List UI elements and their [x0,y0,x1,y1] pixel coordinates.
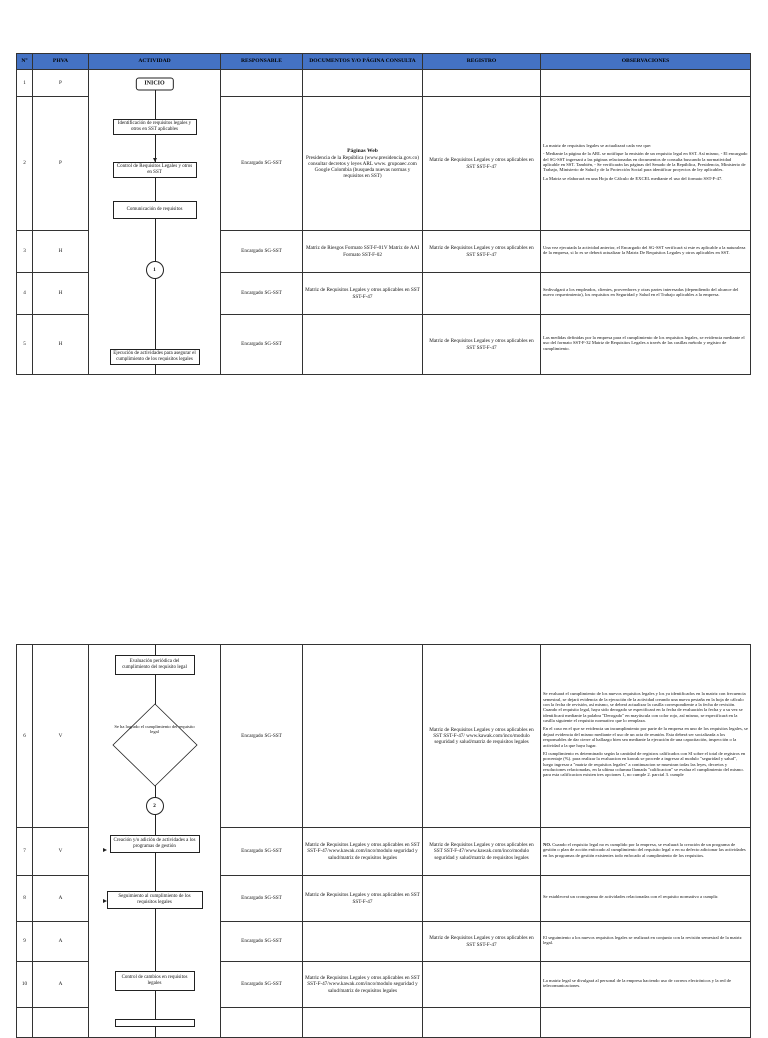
decision-text: Se ha logrado el cumplimiento del requisito legal [114,724,195,735]
row-responsable: Encargado SG-SST [221,962,303,1008]
obs-paragraph: Cuando el requisito legal no es cumplido por la empresa, se evaluará la creación de un programa de gestión o plan de acción enfocado al cumplimiento del requisito legal o en su defecto adicionar las actividades en los programas de gestión existentes todo enfocado al cumplimiento de los requisitos. [543,841,746,858]
row-number: 2 [17,97,33,231]
docs-title: Páginas Web [347,147,378,154]
header-phva: PHVA [33,54,89,70]
obs-paragraph: Sedivulgará a los empleados, clientes, proveedores y otras partes interesadas (dependiendo del alcance del nuevo requerimiento), los requisitos en Seguridad y Salud en el Trabajo aplicables a la empresa. [543,286,739,297]
connector-2: 2 [146,797,164,815]
row-observaciones [541,97,751,231]
row-registro: Matriz de Requisitos Legales y otros aplicables en SST SST-F-47 [423,97,541,231]
flow-box-comunicacion: Comunicación de requisitos [113,201,197,219]
obs-bold: NO. [543,841,552,847]
row-phva: H [33,315,89,375]
flow-box-next [115,1019,195,1027]
row-registro: Matriz de Requisitos Legales y otros aplicables en SST SST-F-47 [423,922,541,962]
obs-paragraph: Las medidas definidas por la empresa para el cumplimiento de los requisitos legales, se evidencia mediante el uso del formato SST-F-32 Matriz de Requisitos Legales a través de las casillas método y registro de cumplimiento. [543,334,745,351]
row-phva: A [33,922,89,962]
flow-box-cambios: Control de cambios en requisitos legales [115,971,195,991]
row-observaciones [541,231,751,273]
flow-box-evaluacion: Evaluación periódica del cumplimiento del requisito legal [115,655,195,675]
row-responsable: Encargado SG-SST [221,273,303,315]
row-number: 8 [17,876,33,922]
row-observaciones [541,828,751,876]
row-number: 5 [17,315,33,375]
row-number: 10 [17,962,33,1008]
row-documentos: Matriz de Requisitos Legales y otros aplicables en SST SST-F-47 [303,273,423,315]
obs-paragraph: El cumplimiento es determinado según la cantidad de registros calificados con SI sobre el total de registros en porcentaje (%). para realizar la evaluacion en kawak se procede a ingresar al modulo "seguridad y salud", luego ingresar a "matriz de requisitos legales" a continuacion se muestran todas las leyes, decretos y resoluciones relacionadas, en la ultima columna llamada "calificacion" se evalua el cumplimiento del mismo. para esta calificacion existen tres opciones 1, no cumple 2. parcial 3. cumple [543,750,746,778]
row-phva: A [33,962,89,1008]
start-node: INICIO [135,77,173,90]
row-responsable: Encargado SG-SST [221,828,303,876]
header-observaciones: OBSERVACIONES [541,54,751,70]
header-registro: REGISTRO [423,54,541,70]
row-responsable: Encargado SG-SST [221,922,303,962]
header-row [17,54,751,70]
row-number: 1 [17,70,33,97]
obs-paragraph: El seguimiento a los nuevos requisitos legales se realizará en conjunto con la revisión semestral de la matriz legal. [543,934,742,945]
row-phva: V [33,645,89,828]
row-phva: A [33,876,89,922]
decision-diamond [112,703,198,787]
procedure-table-top [16,53,751,375]
row-number: 6 [17,645,33,828]
row-documentos [303,315,423,375]
row-documentos [303,645,423,828]
row-documentos: Matriz de Riesgos Formato SST-F-01V Matriz de AAI Formato SST-F-02 [303,231,423,273]
row-number: 7 [17,828,33,876]
obs-paragraph: - Mediante la página de la ARL se notifique la emisión de un requisito legal en SST. Así mismo, - El encargado del SG-SST ingresará a las páginas relacionadas en documentos de consulta buscando la normatividad aplicable en SST. También, - Se verificarán las páginas del Senado de la República, Presidencia, Ministerio de Trabajo, Ministerio de Salud y de la Protección Social para identificar proyectos de ley aplicables. [543,151,748,173]
obs-paragraph: Se evaluará el cumplimiento de los nuevos requisitos legales y los ya identificados en la matriz con frecuencia semestral, se dejará evidencia de la ejecución de la actividad creando una nueva pestaña en la hoja de cálculo con la fecha de revisión, así mismo, se deberá actualizar la casilla correspondiente a la fecha de revisión. Cuando el requisito legal, haya sido derogado se especificará en la fecha de evaluación la fecha y a su vez se identificará mediante la palabra "Derogado" en mayúscula con color rojo, así mismo, se especificará en la casilla siguiente el requisito normativo que lo remplaza. [543,691,746,724]
header-documentos: DOCUMENTOS Y/O PÁGINA CONSULTA [303,54,423,70]
procedure-table-bottom [16,644,751,1038]
row-number: 3 [17,231,33,273]
row-observaciones [541,315,751,375]
row-phva: H [33,231,89,273]
row-observaciones [541,273,751,315]
flowchart-cell [89,70,221,375]
flow-box-identificacion: Identificación de requisitos legales y otros en SST aplicables [113,119,197,135]
row-observaciones [541,876,751,922]
row-registro: Matriz de Requisitos Legales y otros aplicables en SST SST-F-47 [423,231,541,273]
row-number: 9 [17,922,33,962]
row-observaciones [541,922,751,962]
docs-text: Presidencia de la República (www.presidencia.gov.co) consultar decretos y leyes ARL www. grupoaec.com Google Colombia (busqueda nuevas normas y requisitos en SST) [306,154,419,179]
row-observaciones [541,645,751,828]
table-row [17,70,751,97]
row-phva: P [33,70,89,97]
row-responsable: Encargado SG-SST [221,876,303,922]
row-documentos [303,97,423,231]
row-registro: Matriz de Requisitos Legales y otros aplicables en SST SST-F-47/www.kawak.com/inco/modulo seguridad y salud/matriz de requisitos legales [423,828,541,876]
row-registro [423,273,541,315]
obs-paragraph: En el caso en el que se evidencia un incumplimiento por parte de la empresa en uno de los requisitos legales, se dejará evidencia del mismo mediante el uso de un acta de reunión. Esta deberá ser socializada a los responsables de dar cierre al hallazgo bien sea mediante la ejecución de una capacitación, inspección o la actividad a la que haya lugar. [543,726,748,748]
flow-box-ejecucion: Ejecución de actividades para asegurar el cumplimiento de los requisitos legales [110,349,200,365]
row-number: 4 [17,273,33,315]
flow-arrow-right [103,899,107,903]
flow-box-control: Control de Requisitos Legales y otros en SST [113,162,197,178]
obs-paragraph: La matriz legal se divulgará al personal de la empresa haciendo uso de correos electrónicos y la red de telecomunicaciones. [543,977,732,988]
diamond-shape [112,703,198,787]
row-responsable: Encargado SG-SST [221,315,303,375]
row-registro [423,876,541,922]
row-documentos [303,922,423,962]
row-registro: Matriz de Requisitos Legales y otros aplicables en SST SST-F-47 [423,315,541,375]
table-row [17,645,751,828]
flow-box-creacion: Creación y/o adición de actividades a los programas de gestión [110,835,200,853]
row-phva: V [33,828,89,876]
row-observaciones [541,962,751,1008]
flow-box-seguimiento: Seguimiento al cumplimiento de los requisitos legales [107,891,203,909]
row-registro: Matriz de Requisitos Legales y otros aplicables en SST SST-F-47/ www.kawak.com/inco/modulo seguridad y salud/matriz de requisitos legales [423,645,541,828]
row-registro [423,962,541,1008]
row-documentos: Matriz de Requisitos Legales y otros aplicables en SST SST-F-47/www.kawak.com/inco/modulo seguridad y salud/matriz de requisitos legales [303,962,423,1008]
row-phva: H [33,273,89,315]
header-responsable: RESPONSABLE [221,54,303,70]
obs-paragraph: Una vez ejecutada la actividad anterior, el Encargado del SG-SST verificará si este es aplicable a la naturaleza de la empresa, si lo es se deberá actualizar la Matriz De Requisitos Legales y otros aplicables en SST. [543,244,746,255]
row-responsable: Encargado SG-SST [221,645,303,828]
flow-arrow-right [103,848,107,852]
header-n: N° [17,54,33,70]
row-responsable: Encargado SG-SST [221,97,303,231]
connector-1: 1 [146,261,164,279]
row-responsable: Encargado SG-SST [221,231,303,273]
obs-paragraph: La matriz de requisitos legales se actualizará cada vez que: [543,142,652,148]
obs-paragraph: Se establecerá un cronograma de actividades relacionadas con el requisito normativo a cumplir. [543,894,719,900]
flowchart-cell [89,645,221,1038]
header-actividad: ACTIVIDAD [89,54,221,70]
row-phva: P [33,97,89,231]
obs-paragraph: La Matriz se elaborará en una Hoja de Cálculo de EXCEL mediante el uso del formato SST-F-47. [543,175,723,181]
row-documentos: Matriz de Requisitos Legales y otros aplicables en SST SST-F-47/www.kawak.com/inco/modulo seguridad y salud/matriz de requisitos legales [303,828,423,876]
row-documentos: Matriz de Requisitos Legales y otros aplicables en SST SST-F-47 [303,876,423,922]
